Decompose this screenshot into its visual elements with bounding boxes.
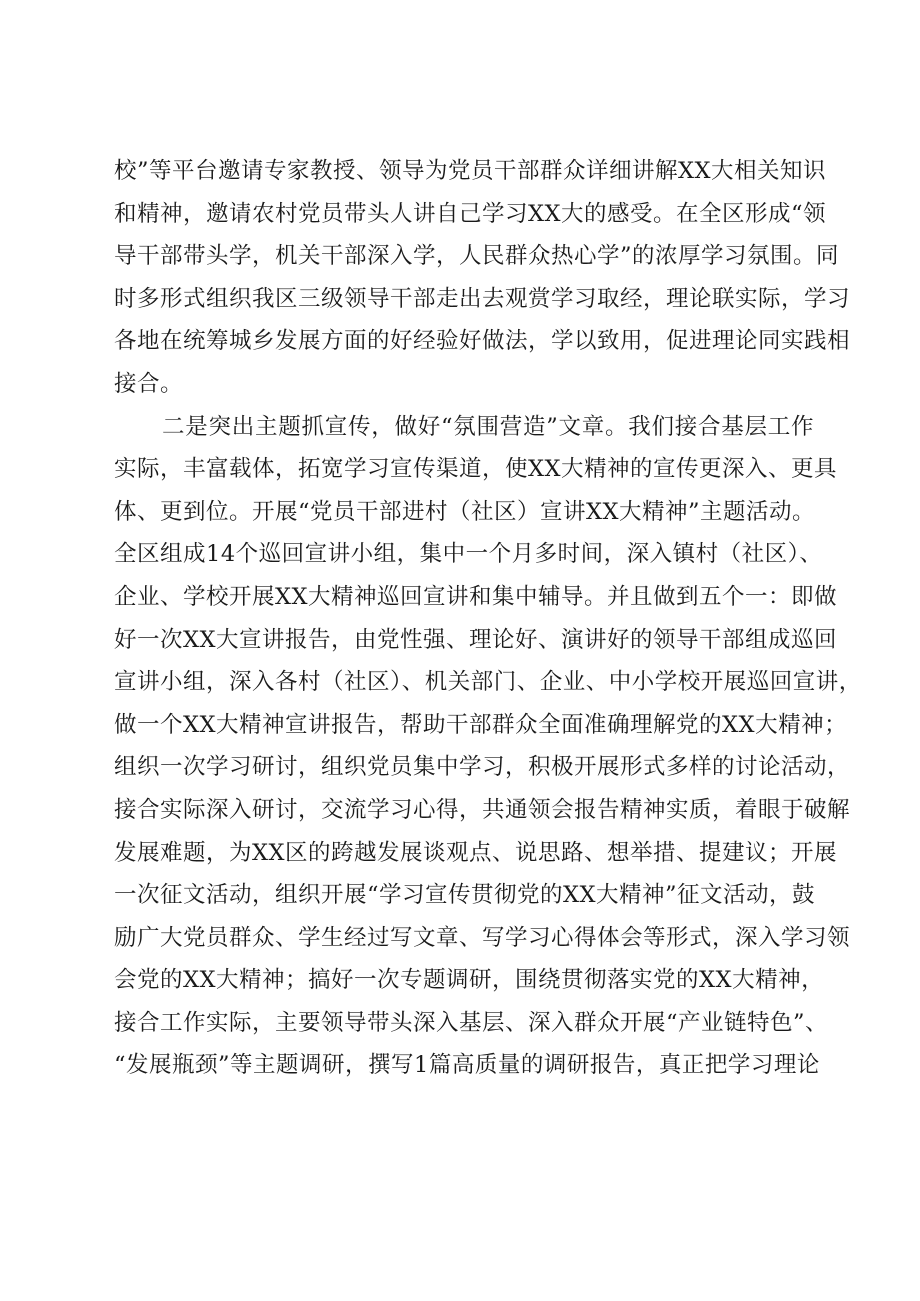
text-line: 全区组成14个巡回宣讲小组，集中一个月多时间，深入镇村（社区）、 [114, 541, 823, 568]
text-line: 接合实际深入研讨，交流学习心得，共通领会报告精神实质，着眼于破解 [114, 796, 851, 823]
text-line: 各地在统筹城乡发展方面的好经验好做法，学以致用，促进理论同实践相 [114, 328, 851, 355]
text-line: 企业、学校开展XX大精神巡回宣讲和集中辅导。并且做到五个一：即做 [114, 583, 838, 610]
text-line: 时多形式组织我区三级领导干部走出去观赏学习取经，理论联实际，学习 [114, 285, 851, 312]
text-line: 发展难题，为XX区的跨越发展谈观点、说思路、想举措、提建议；开展 [114, 839, 838, 866]
text-line: 实际，丰富载体，拓宽学习宣传渠道，使XX大精神的宣传更深入、更具 [114, 456, 838, 483]
text-line: 体、更到位。开展“党员干部进村（社区）宣讲XX大精神”主题活动。 [114, 498, 816, 525]
paragraph-1 [114, 150, 851, 406]
text-line: 励广大党员群众、学生经过写文章、写学习心得体会等形式，深入学习领 [114, 924, 851, 951]
text-line: “发展瓶颈”等主题调研，撰写1篇高质量的调研报告，真正把学习理论 [114, 1052, 820, 1079]
text-line: 接合。 [114, 370, 184, 397]
text-line: 做一个XX大精神宣讲报告，帮助干部群众全面准确理解党的XX大精神； [114, 711, 848, 738]
text-line: 二是突出主题抓宣传，做好“氛围营造”文章。我们接合基层工作 [162, 413, 814, 440]
text-line: 好一次XX大宣讲报告，由党性强、理论好、演讲好的领导干部组成巡回 [114, 626, 838, 653]
paragraph-2 [114, 406, 862, 1088]
document-body [114, 150, 862, 1087]
text-line: 和精神，邀请农村党员带头人讲自己学习XX大的感受。在全区形成“领 [114, 200, 827, 227]
text-line: 导干部带头学，机关干部深入学，人民群众热心学”的浓厚学习氛围。同 [114, 243, 840, 270]
text-line: 宣讲小组，深入各村（社区）、机关部门、企业、中小学校开展巡回宣讲， [114, 669, 862, 696]
text-line: 组织一次学习研讨，组织党员集中学习，积极开展形式多样的讨论活动， [114, 754, 851, 781]
text-line: 会党的XX大精神；搞好一次专题调研，围绕贯彻落实党的XX大精神， [114, 967, 825, 994]
text-line: 校”等平台邀请专家教授、领导为党员干部群众详细讲解XX大相关知识 [114, 158, 827, 184]
text-line: 接合工作实际，主要领导带头深入基层、深入群众开展“产业链特色”、 [114, 1009, 829, 1036]
text-line: 一次征文活动，组织开展“学习宣传贯彻党的XX大精神”征文活动，鼓 [114, 882, 816, 909]
